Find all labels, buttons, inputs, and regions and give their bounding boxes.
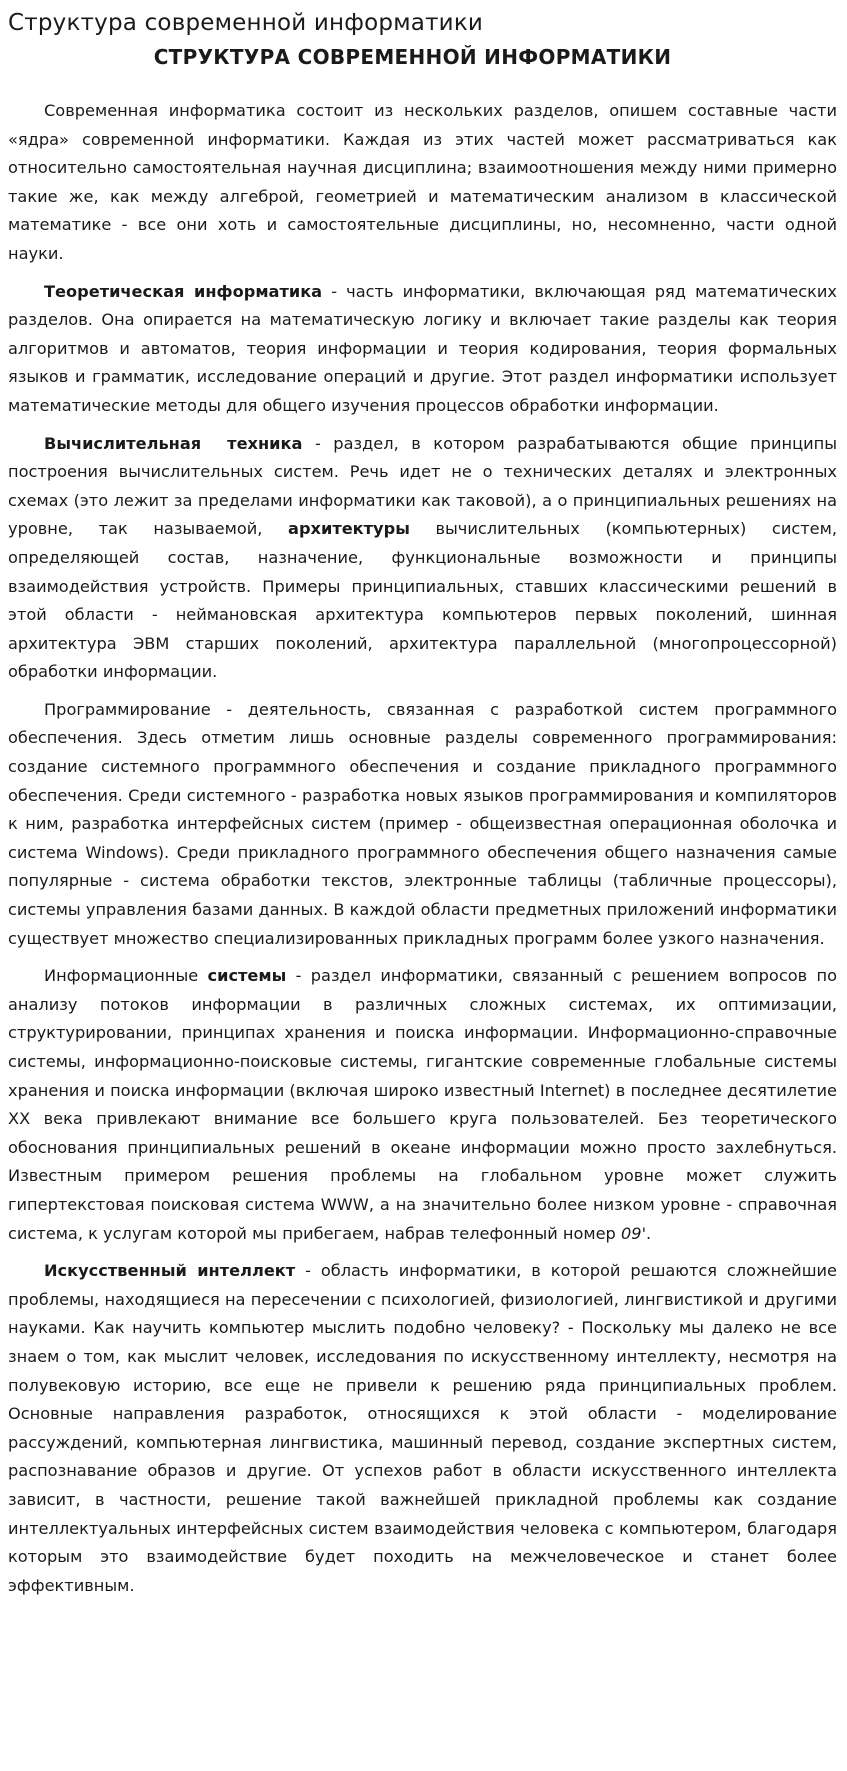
term-systems: системы: [207, 966, 287, 986]
document-body: [8, 97, 837, 1600]
paragraph-information-systems-text-1: - раздел информатики, связанный с решением вопросов по анализу потоков информации в различных сложных системах, их оптимизации, структурировании, принципах хранения и поиска информации. Информационно-справочные системы, информационно-поисковые системы, гигантские современные глобальные системы хранения и поиска информации (включая широко известный Internet) в последнее десятилетие XX века привлекают внимание все большего круга пользователей. Без теоретического обоснования принципиальных решений в океане информации можно просто захлебнуться. Известным примером решения проблемы на глобальном уровне может служить гипертекстовая поисковая система WWW, а на значительно более низком уровне - справочная система, к услугам которой мы прибегаем, набрав телефонный номер: [8, 966, 837, 1243]
paragraph-information-systems-text-2: '.: [641, 1223, 652, 1243]
paragraph-intro: [8, 97, 837, 269]
paragraph-theoretical-informatics-text: - часть информатики, включающая ряд математических разделов. Она опирается на математическую логику и включает такие разделы как теория алгоритмов и автоматов, теория информации и теория кодирования, теория формальных языков и грамматик, исследование операций и другие. Этот раздел информатики использует математические методы для общего изучения процессов обработки информации.: [8, 281, 837, 415]
paragraph-computing-text-2: вычислительных (компьютерных) систем, определяющей состав, назначение, функциональные возможности и принципы взаимодействия устройств. Примеры принципиальных, ставших классическими решений в этой области - неймановская архитектура компьютеров первых поколений, шинная архитектура ЭВМ старших поколений, архитектура параллельной (многопроцессорной) обработки информации.: [8, 519, 837, 682]
document-heading: СТРУКТУРА СОВРЕМЕННОЙ ИНФОРМАТИКИ: [153, 45, 672, 69]
paragraph-information-systems-lead: Информационные: [44, 966, 208, 986]
phone-number: 09: [620, 1223, 642, 1243]
paragraph-artificial-intelligence: [8, 1257, 837, 1600]
paragraph-theoretical-informatics: [8, 278, 837, 421]
term-theoretical-informatics: Теоретическая информатика: [44, 281, 323, 301]
paragraph-programming: [8, 696, 837, 953]
term-architecture: архитектуры: [288, 519, 410, 539]
paragraph-computing: [8, 430, 837, 687]
paragraph-information-systems: [8, 962, 837, 1248]
term-computing: Вычислительная техника: [44, 433, 303, 453]
term-artificial-intelligence: Искусственный интеллект: [44, 1261, 296, 1281]
paragraph-artificial-intelligence-text: - область информатики, в которой решаются сложнейшие проблемы, находящиеся на пересечении с психологией, физиологией, лингвистикой и другими науками. Как научить компьютер мыслить подобно человеку? - Поскольку мы далеко не все знаем о том, как мыслит человек, исследования по искусственному интеллекту, несмотря на полувековую историю, все еще не привели к решению ряда принципиальных проблем. Основные направления разработок, относящихся к этой области - моделирование рассуждений, компьютерная лингвистика, машинный перевод, создание экспертных систем, распознавание образов и другие. От успехов работ в области искусственного интеллекта зависит, в частности, решение такой важнейшей прикладной проблемы как создание интеллектуальных интерфейсных систем взаимодействия человека с компьютером, благодаря которым это взаимодействие будет походить на межчеловеческое и станет более эффективным.: [8, 1261, 837, 1595]
paragraph-computing-text-1: - раздел, в котором разрабатываются общие принципы построения вычислительных систем. Речь идет не о технических деталях и электронных схемах (это лежит за пределами информатики как таковой), а о принципиальных решениях на уровне, так называемой,: [8, 433, 837, 539]
page-title: Структура современной информатики: [8, 10, 484, 36]
paragraph-programming-text: Программирование - деятельность, связанная с разработкой систем программного обеспечения. Здесь отметим лишь основные разделы современного программирования: создание системного программного обеспечения и создание прикладного программного обеспечения. Среди системного - разработка новых языков программирования и компиляторов к ним, разработка интерфейсных систем (пример - общеизвестная операционная оболочка и система Windows). Среди прикладного программного обеспечения общего назначения самые популярные - система обработки текстов, электронные таблицы (табличные процессоры), системы управления базами данных. В каждой области предметных приложений информатики существует множество специализированных прикладных программ более узкого назначения.: [8, 699, 837, 948]
paragraph-intro-text: Современная информатика состоит из нескольких разделов, опишем составные части «ядра» современной информатики. Каждая из этих частей может рассматриваться как относительно самостоятельная научная дисциплина; взаимоотношения между ними примерно такие же, как между алгеброй, геометрией и математическим анализом в классической математике - все они хоть и самостоятельные дисциплины, но, несомненно, части одной науки.: [8, 101, 837, 263]
